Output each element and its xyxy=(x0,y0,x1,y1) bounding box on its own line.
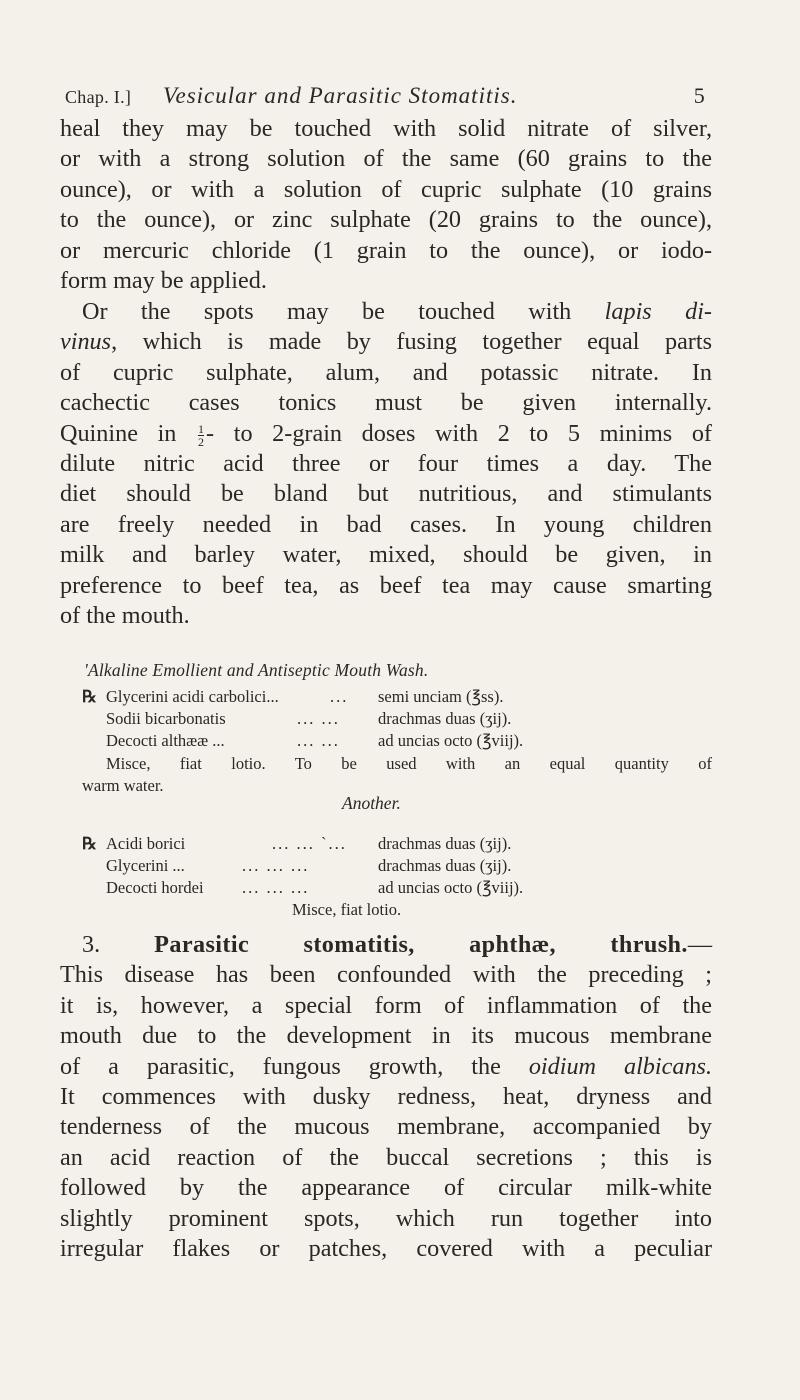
text-run: , which is made by fusing together equal parts xyxy=(111,328,712,356)
paragraph-2 xyxy=(60,297,712,631)
section-heading-line xyxy=(60,930,712,960)
text-line: warm water. xyxy=(82,776,164,795)
text-line: to the ounce), or zinc sulphate (20 grains to the ounce), xyxy=(60,206,712,234)
prescription-row xyxy=(82,687,712,709)
ingredient: Glycerini ... xyxy=(106,856,185,875)
dose: ad uncias octo (℥viij). xyxy=(378,731,524,750)
leader-dots: ... ... xyxy=(297,709,340,728)
prescription-heading: Another. xyxy=(342,793,401,813)
text-line xyxy=(60,327,712,357)
fraction-denominator: 2 xyxy=(198,434,205,449)
text-line: tenderness of the mucous membrane, accompanied by xyxy=(60,1113,712,1141)
ingredient: Decocti hordei xyxy=(106,878,204,897)
recipe-symbol: ℞ xyxy=(82,834,97,853)
ingredient: Decocti althææ ... xyxy=(106,731,225,750)
fraction-one-half xyxy=(198,423,204,448)
text-line xyxy=(60,297,712,327)
section-3 xyxy=(60,930,712,1264)
text-line: followed by the appearance of circular milk-white xyxy=(60,1174,712,1202)
text-line: milk and barley water, mixed, should be given, in xyxy=(60,541,712,569)
prescription-note xyxy=(106,753,712,775)
text-line xyxy=(60,419,712,449)
prescription-row xyxy=(82,834,712,856)
prescription-heading: 'Alkaline Emollient and Antiseptic Mouth Wash. xyxy=(84,660,429,680)
text-line: preference to beef tea, as beef tea may cause smarting xyxy=(60,571,712,599)
ingredient: Glycerini acidi carbolici... xyxy=(106,687,279,706)
fraction-numerator: 1 xyxy=(198,421,205,436)
text-line: diet should be bland but nutritious, and stimulants xyxy=(60,480,712,508)
text-line: it is, however, a special form of inflammation of the xyxy=(60,991,712,1019)
text-line: dilute nitric acid three or four times a day. The xyxy=(60,450,712,478)
text-line: cachectic cases tonics must be given internally. xyxy=(60,389,712,417)
text-line: ounce), or with a solution of cupric sulphate (10 grains xyxy=(60,175,712,203)
text-line: Misce, fiat lotio. To be used with an equal quantity of xyxy=(106,754,712,773)
text-line: This disease has been confounded with the preceding ; xyxy=(60,961,712,989)
text-line: an acid reaction of the buccal secretions ; this is xyxy=(60,1143,712,1171)
text-line: are freely needed in bad cases. In young children xyxy=(60,510,712,538)
leader-dots: ... ... ... xyxy=(242,856,310,875)
term-lapis-divinus-cont: vinus xyxy=(60,328,112,356)
prescription-row xyxy=(82,856,712,878)
text-run: - to 2-grain doses with 2 to 5 minims of xyxy=(206,419,712,447)
term-lapis-divinus: lapis di- xyxy=(604,298,712,325)
text-line: form may be applied. xyxy=(60,267,267,295)
prescription-note: Misce, fiat lotio. xyxy=(292,900,402,919)
running-head xyxy=(65,83,705,113)
text-line xyxy=(60,1052,712,1082)
text-run: Or the spots may be touched with xyxy=(82,298,605,325)
prescription-row xyxy=(82,731,712,753)
chapter-label: Chap. I.] xyxy=(65,87,132,107)
dose: drachmas duas (ʒij). xyxy=(378,709,512,728)
paragraph-1 xyxy=(60,114,712,296)
leader-dots: ... ... `... xyxy=(272,834,347,853)
dose: ad uncias octo (℥viij). xyxy=(378,878,524,897)
text-line: It commences with dusky redness, heat, dryness and xyxy=(60,1083,712,1111)
term-oidium-albicans: oidium albicans. xyxy=(528,1052,712,1080)
prescription-row xyxy=(82,878,712,900)
page-number: 5 xyxy=(693,83,705,108)
running-title: Vesicular and Parasitic Stomatitis. xyxy=(163,83,518,108)
section-number: 3. xyxy=(82,931,155,958)
leader-dots: ... ... xyxy=(297,731,340,750)
ingredient: Sodii bicarbonatis xyxy=(106,709,226,728)
text-line: mouth due to the development in its mucous membrane xyxy=(60,1022,712,1050)
leader-dots: ... xyxy=(330,687,349,706)
recipe-symbol: ℞ xyxy=(82,687,97,706)
dose: drachmas duas (ʒij). xyxy=(378,856,512,875)
text-run: Quinine in xyxy=(60,419,197,447)
text-line: slightly prominent spots, which run together into xyxy=(60,1204,712,1232)
heading-dash: — xyxy=(687,931,713,958)
leader-dots: ... ... ... xyxy=(242,878,310,897)
text-line: or with a strong solution of the same (60 grains to the xyxy=(60,145,712,173)
text-run: of a parasitic, fungous growth, the xyxy=(60,1052,529,1080)
text-line: heal they may be touched with solid nitrate of silver, xyxy=(60,115,712,142)
text-line: of the mouth. xyxy=(60,602,190,630)
dose: drachmas duas (ʒij). xyxy=(378,834,512,853)
text-line: or mercuric chloride (1 grain to the ounce), or iodo- xyxy=(60,236,712,264)
section-heading: Parasitic stomatitis, aphthæ, thrush. xyxy=(154,931,688,958)
text-line: of cupric sulphate, alum, and potassic nitrate. In xyxy=(60,358,712,386)
prescription-row xyxy=(82,709,712,731)
ingredient: Acidi borici xyxy=(106,834,186,853)
text-line: irregular flakes or patches, covered with a peculiar xyxy=(60,1235,712,1263)
dose: semi unciam (℥ss). xyxy=(378,687,504,706)
